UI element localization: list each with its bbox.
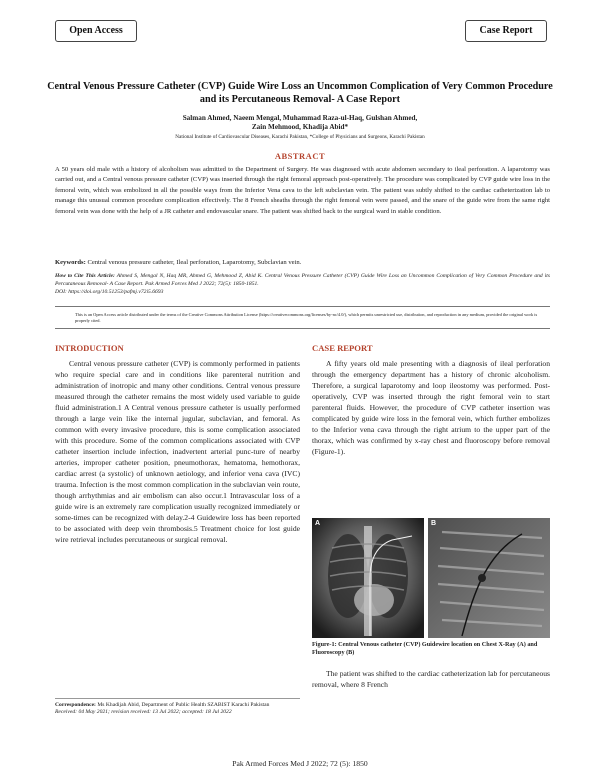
case-report-heading: CASE REPORT [312, 343, 373, 353]
panel-a-label: A [315, 520, 321, 527]
authors-line-2: Zain Mehmood, Khadija Abid* [251, 123, 349, 131]
citation-text: Ahmed S, Mengal N, Haq MR, Ahmed G, Mehmood Z, Abid K. Central Venous Pressure Catheter (CVP) Guide Wire Loss an Uncommon Complication of Very Common Procedure and its Percutaneous Removal- A Case Report. Pak Armed Forces Med J 2022; 72(5): 1850-1851. [55, 273, 550, 287]
article-title: Central Venous Pressure Catheter (CVP) Guide Wire Loss an Uncommon Complication of Very Common Procedure and its Percutaneous Removal- A Case Report [47, 81, 553, 105]
case-report-continued [312, 668, 550, 690]
authors-line-1: Salman Ahmed, Naeem Mengal, Muhammad Raza-ul-Haq, Gulshan Ahmed, [182, 114, 418, 122]
citation-label: How to Cite This Article: [55, 273, 115, 279]
keywords [55, 258, 550, 267]
figure-1 [312, 518, 550, 638]
panel-b-label: B [431, 520, 437, 527]
doi-link[interactable]: DOI: https://doi.org/10.51253/pafmj.v72i5.6693 [55, 289, 164, 295]
abstract-heading: ABSTRACT [274, 151, 326, 161]
affiliation: National Institute of Cardiovascular Diseases, Karachi Pakistan, *College of Physicians and Surgeons, Karachi Pakistan [175, 134, 425, 140]
abstract-text: A 50 years old male with a history of alcoholism was admitted to the Department of Surgery. He was diagnosed with acute abdomen secondary to ileal perforation. A laparotomy was carried out, and a Central venous pressure catheter (CVP) was inserted through the right femoral approach post-operatively. The procedure was complicated by CVP guide wire loss in the femoral vein, which was embolized in all the possible ways from the Inferior Vena cava to the left subclavian vein. The patient was subtly shifted to the cardiac catheterization lab to manage this unusual common procedure complication effectively. The 8 French sheaths through the right femoral vein were passed, and the snare of the guide wire from the same right femoral vein was done with the help of a JR catheter and endovascular snare. The patient was shifted back to the surgical ward in stable condition. [55, 166, 550, 215]
article-dates: Received: 04 May 2021; revision received: 13 Jul 2022; accepted: 18 Jul 2022 [55, 709, 232, 716]
introduction-body [55, 358, 300, 545]
correspondence-label: Correspondence: [55, 702, 96, 708]
keywords-text: Central venous pressure catheter, Ileal perforation, Laparotomy, Subclavian vein. [87, 259, 302, 266]
case-report-continued-paragraph: The patient was shifted to the cardiac catheterization lab for percutaneous removal, where 8 French [312, 669, 550, 689]
case-report-badge: Case Report [465, 20, 547, 42]
introduction-paragraph: Central venous pressure catheter (CVP) is commonly performed in patients who require special care and in conditions like parenteral nutrition and administration of inotropic and many other conditions. Central venous pressure measured through the catheter remains the most widely used variable to guide fluid administration.1 A Central venous pressure catheter is usually performed through a large vein like the internal jugular, subclavian, and femoral. As common with every invasive procedure, this is some complication associated with this procedure. Some of the common complications associated with CVP catheter insertion include infection, inadvertent arterial punc-ture of nearby arteries, improper catheter position, pneumothorax, hematoma, hemothorax, cardiac arrest (a systolic) of unknown aetiology, and inferior vena cava (IVC) trauma. Infection is the most common complication in the subclavian vein route, though arrhythmias and air embolism can also occur.1 Intravascular loss of a guide wire is an extremely rare complication usually recognized immediately or some-times can be recognized with delay.2-4 Guidewire loss has been reported to be associated with deep vein thrombosis.5 Treatment choice for lost guide wire retrieval includes percutaneous or surgical removal. [55, 359, 300, 544]
divider-top [55, 306, 550, 307]
case-report-body [312, 358, 550, 457]
panel-b-fluoroscopy [428, 518, 550, 638]
correspondence [55, 702, 300, 717]
page-footer: Pak Armed Forces Med J 2022; 72 (5): 1850 [232, 759, 368, 768]
panel-a-xray [312, 518, 424, 638]
correspondence-text: Ms Khadijah Abid, Department of Public Health SZABIST Karachi Pakistan [97, 702, 270, 708]
introduction-heading: INTRODUCTION [55, 343, 124, 353]
citation [55, 272, 550, 296]
license-text: This is an Open Access article distributed under the terms of the Creative Commons Attribution License (https://creativecommons.org/licenses/by-nc/4.0/), which permits unrestricted use, distribution, and reproduction in any medium, provided the original work is properly cited. [75, 312, 538, 323]
case-report-paragraph: A fifty years old male presenting with a diagnosis of ileal perforation through the emergency department has a history of chronic alcoholism. Therefore, a surgical laparotomy and loop ileostomy was performed. Post-operatively, CVP was inserted through the right femoral vein to start parenteral fluids. However, the procedure of CVP catheter insertion was complicated by guide wire loss in the femoral vein, which further embolizes to the Inferior vena cava through the right atrium to the upper part of the thorax, which was confirmed by x-ray chest and fluoroscopy before removal (Figure-1). [312, 359, 550, 456]
open-access-badge: Open Access [55, 20, 137, 42]
correspondence-divider [55, 698, 300, 699]
figure-caption: Figure-1: Central Venous catheter (CVP) Guidewire location on Chest X-Ray (A) and Fluoroscopy (B) [312, 641, 538, 657]
authors [60, 114, 540, 132]
divider-bottom [55, 328, 550, 329]
figure-1-graphic [312, 518, 550, 638]
keywords-label: Keywords: [55, 259, 86, 266]
